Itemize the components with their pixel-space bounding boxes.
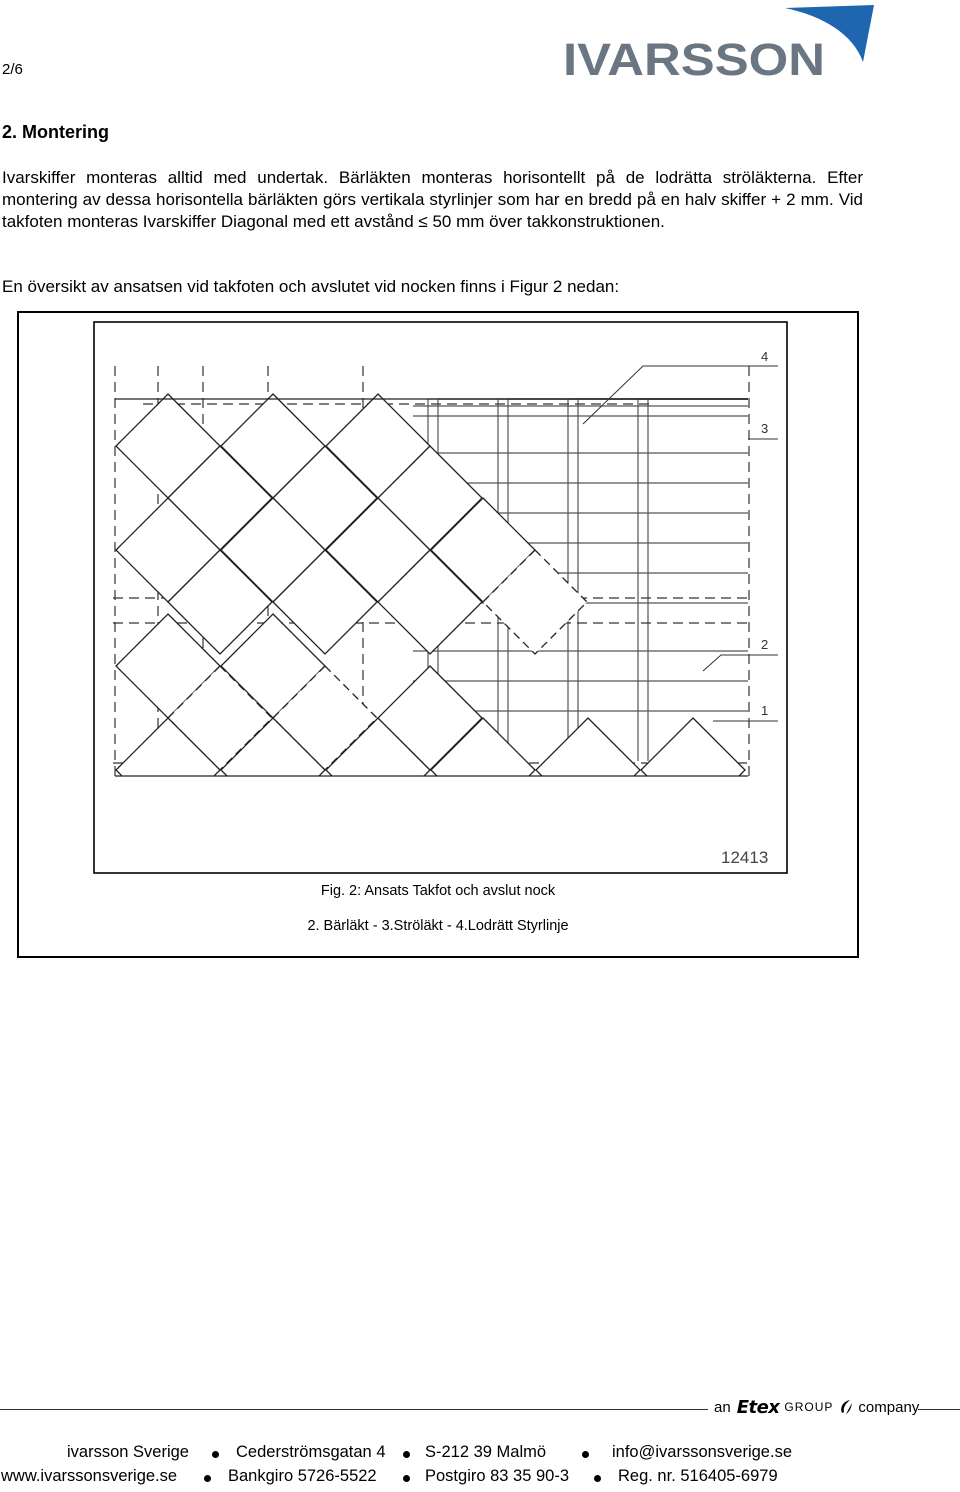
footer-bullet bbox=[594, 1475, 601, 1482]
etex-leaf-icon bbox=[839, 1399, 853, 1415]
footer-bullet bbox=[403, 1475, 410, 1482]
intro-paragraph: Ivarskiffer monteras alltid med undertak. Bärläkten monteras horisontellt på de lodrätta ströläkterna. Efter montering av dessa horisontella bärläkten görs vertikala styrlinjer som har en bredd på en halv skiffer + 2 mm. Vid takfoten monteras Ivarskiffer Diagonal med ett avstånd ≤ 50 mm över takkonstruktionen. bbox=[2, 168, 863, 231]
footer-city: S-212 39 Malmö bbox=[425, 1443, 547, 1461]
figure-caption: Fig. 2: Ansats Takfot och avslut nock bbox=[320, 883, 556, 899]
etex-brand: Etex bbox=[736, 1396, 780, 1418]
overview-paragraph: En översikt av ansatsen vid takfoten och avslutet vid nocken finns i Figur 2 nedan: bbox=[2, 277, 620, 296]
section-heading: 2. Montering bbox=[2, 122, 109, 142]
footer-website[interactable]: www.ivarssonsverige.se bbox=[1, 1467, 178, 1485]
footer-bullet bbox=[204, 1475, 211, 1482]
footer-postgiro: Postgiro 83 35 90-3 bbox=[425, 1467, 570, 1485]
footer-rule-end bbox=[918, 1409, 960, 1410]
callout-2: 2 bbox=[761, 637, 769, 652]
figure-legend: 2. Bärläkt - 3.Ströläkt - 4.Lodrätt Styrlinje bbox=[307, 918, 569, 934]
footer-bullet bbox=[582, 1451, 589, 1458]
footer-bullet bbox=[403, 1451, 410, 1458]
footer-bullet bbox=[212, 1451, 219, 1458]
group-word: GROUP bbox=[784, 1400, 834, 1414]
footer-email[interactable]: info@ivarssonsverige.se bbox=[612, 1443, 792, 1461]
drawing-number: 12413 bbox=[721, 848, 769, 867]
page-number: 2/6 bbox=[2, 61, 23, 78]
callout-3: 3 bbox=[761, 421, 769, 436]
eave-mask bbox=[103, 776, 763, 866]
figure-frame bbox=[17, 311, 859, 958]
footer-company: ivarsson Sverige bbox=[67, 1443, 189, 1461]
footer-bankgiro: Bankgiro 5726-5522 bbox=[228, 1467, 377, 1485]
logo-text: IVARSSON bbox=[563, 34, 825, 78]
callout-1: 1 bbox=[761, 703, 769, 718]
roof-slate-drawing bbox=[93, 321, 788, 874]
footer-regnr: Reg. nr. 516405-6979 bbox=[618, 1467, 778, 1485]
footer-street: Cederströmsgatan 4 bbox=[236, 1443, 386, 1461]
group-suffix: company bbox=[858, 1398, 920, 1416]
footer-rule bbox=[0, 1409, 708, 1410]
group-prefix: an bbox=[714, 1398, 731, 1416]
ivarsson-logo bbox=[563, 4, 878, 78]
callout-4: 4 bbox=[761, 349, 769, 364]
etex-group-badge bbox=[714, 1396, 919, 1418]
